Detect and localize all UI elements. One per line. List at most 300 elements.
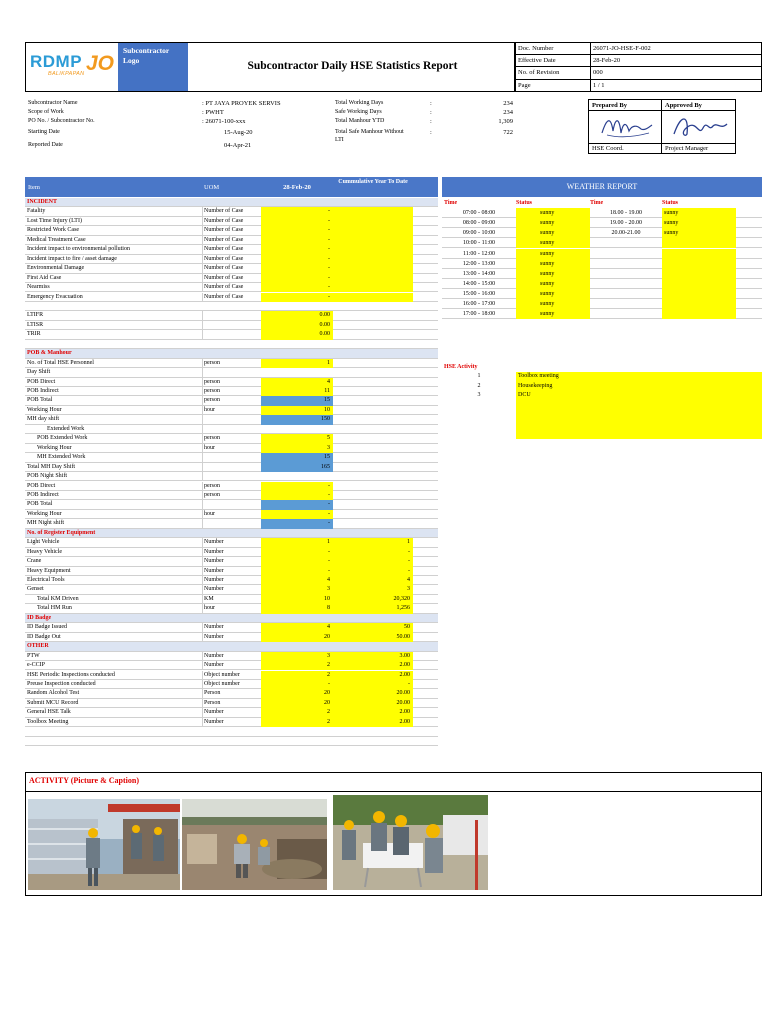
row-item: Working Hour bbox=[27, 406, 62, 413]
row-item: Genset bbox=[27, 586, 44, 593]
row-day-value: 3 bbox=[261, 652, 333, 661]
row-uom: hour bbox=[204, 444, 215, 451]
row-cum-value bbox=[333, 264, 413, 273]
row-item: Environmental Damage bbox=[27, 265, 85, 272]
info-mid-value: 722 bbox=[503, 129, 513, 136]
weather-time: 19.00 - 20.00 bbox=[610, 220, 642, 227]
row-uom bbox=[204, 415, 260, 424]
info-label: Starting Date bbox=[28, 129, 60, 135]
table-row bbox=[25, 482, 438, 491]
weather-col-status-2: Status bbox=[662, 200, 679, 206]
logo-sub: BALIKPAPAN bbox=[48, 71, 85, 77]
row-item: Lost Time Injury (LTI) bbox=[27, 217, 82, 224]
row-uom: person bbox=[204, 482, 220, 489]
weather-status: sunny bbox=[516, 279, 590, 289]
row-cum-value bbox=[333, 236, 413, 245]
signoff-box bbox=[588, 99, 736, 154]
row-item: Heavy Vehicle bbox=[27, 548, 63, 555]
table-row bbox=[25, 727, 438, 736]
weather-row bbox=[442, 269, 762, 279]
weather-status: sunny bbox=[516, 309, 590, 319]
table-row bbox=[25, 434, 438, 443]
info-mid-value: 1,309 bbox=[498, 118, 513, 125]
row-cum-value: - bbox=[333, 680, 413, 689]
table-row bbox=[25, 226, 438, 235]
hse-activity-empty bbox=[516, 401, 762, 411]
row-item: INCIDENT bbox=[27, 199, 58, 205]
row-item: OTHER bbox=[27, 643, 49, 650]
row-cum-value: - bbox=[333, 557, 413, 566]
row-day-value: 15 bbox=[261, 453, 333, 462]
row-day-value: - bbox=[261, 482, 333, 491]
weather-title-bar bbox=[442, 177, 762, 197]
table-row bbox=[25, 349, 438, 358]
weather-time: 14:00 - 15:00 bbox=[462, 280, 496, 287]
row-item bbox=[27, 727, 201, 736]
info-mid-value: 234 bbox=[503, 109, 513, 116]
prepared-by-label: Prepared By bbox=[592, 102, 627, 109]
row-uom bbox=[204, 453, 260, 462]
info-mid-sep: : bbox=[430, 129, 432, 136]
row-item: Restricted Work Case bbox=[27, 227, 80, 234]
info-mid-label: Total Safe Manhour Without LTI bbox=[335, 129, 404, 143]
row-item: Heavy Equipment bbox=[27, 567, 71, 574]
row-day-value: - bbox=[261, 510, 333, 519]
table-row bbox=[25, 614, 438, 623]
row-item: Working Hour bbox=[37, 444, 72, 451]
row-item: ID Badge Out bbox=[27, 633, 61, 640]
row-cum-value: 20.00 bbox=[333, 699, 413, 708]
hse-activity-title: HSE Activity bbox=[444, 364, 478, 370]
row-cum-value: 2.00 bbox=[333, 708, 413, 717]
row-item: ID Badge bbox=[27, 614, 52, 621]
row-uom: Number of Case bbox=[204, 246, 244, 253]
row-item: HSE Periodic Inspections conducted bbox=[27, 671, 115, 678]
row-item: Total MH Day Shift bbox=[27, 463, 76, 470]
table-row bbox=[25, 567, 438, 576]
hse-activity-row bbox=[442, 430, 762, 440]
row-item: PTW bbox=[27, 652, 40, 659]
row-uom: Number of Case bbox=[204, 227, 244, 234]
row-item: First Aid Case bbox=[27, 274, 62, 281]
row-cum-value bbox=[333, 387, 413, 396]
row-uom: Number bbox=[204, 586, 224, 593]
weather-row bbox=[442, 218, 762, 228]
table-row bbox=[25, 264, 438, 273]
col-item-header: Item bbox=[28, 184, 40, 191]
doc-meta-value: 26071-JO-HSE-F-002 bbox=[593, 45, 651, 52]
col-uom-header: UOM bbox=[204, 184, 220, 191]
row-uom: hour bbox=[204, 605, 215, 612]
weather-status: sunny bbox=[516, 228, 590, 238]
weather-time: 11:00 - 12:00 bbox=[462, 250, 496, 257]
row-item: No. of Register Equipment bbox=[27, 529, 96, 536]
table-row bbox=[25, 293, 438, 302]
row-item: Day Shift bbox=[27, 369, 51, 376]
table-row bbox=[25, 642, 438, 651]
weather-row bbox=[442, 249, 762, 259]
table-row bbox=[25, 510, 438, 519]
row-uom: person bbox=[204, 435, 220, 442]
row-uom: Number bbox=[204, 539, 224, 546]
row-item: General HSE Talk bbox=[27, 709, 71, 716]
hse-activity-row bbox=[442, 401, 762, 411]
row-item: Preuse Inspection conducted bbox=[27, 680, 96, 687]
table-row bbox=[25, 387, 438, 396]
weather-title: WEATHER REPORT bbox=[566, 182, 638, 191]
row-item: MH Night shift bbox=[27, 520, 65, 527]
activity-photo-1 bbox=[28, 799, 180, 890]
activity-photo-2 bbox=[182, 799, 327, 890]
row-item: Total HM Run bbox=[37, 605, 72, 612]
weather-status-empty bbox=[662, 238, 736, 248]
weather-time: 08:00 - 09:00 bbox=[462, 220, 496, 227]
weather-status: sunny bbox=[516, 259, 590, 269]
weather-report bbox=[442, 177, 762, 329]
weather-status: sunny bbox=[516, 238, 590, 248]
row-cum-value: - bbox=[333, 548, 413, 557]
row-day-value: 0.00 bbox=[261, 311, 333, 320]
row-uom: Number of Case bbox=[204, 217, 244, 224]
table-row bbox=[25, 585, 438, 594]
table-row bbox=[25, 576, 438, 585]
doc-meta-row bbox=[515, 55, 762, 68]
hse-activity-row bbox=[442, 410, 762, 420]
row-uom bbox=[204, 472, 260, 481]
table-row bbox=[25, 623, 438, 632]
row-cum-value: 50 bbox=[333, 623, 413, 632]
table-row bbox=[25, 500, 438, 509]
weather-row bbox=[442, 299, 762, 309]
row-day-value: - bbox=[261, 226, 333, 235]
row-uom: Number bbox=[204, 548, 224, 555]
row-day-value: - bbox=[261, 557, 333, 566]
row-uom: person bbox=[204, 359, 220, 366]
doc-meta-label: Page bbox=[518, 81, 531, 89]
row-day-value: 20 bbox=[261, 699, 333, 708]
row-cum-value bbox=[333, 415, 413, 424]
info-label: PO No. / Subcontractor No. bbox=[28, 118, 95, 124]
table-row bbox=[25, 529, 438, 538]
weather-row bbox=[442, 279, 762, 289]
row-day-value: 20 bbox=[261, 633, 333, 642]
row-item: Total KM Driven bbox=[37, 595, 79, 602]
row-cum-value bbox=[333, 311, 413, 320]
row-item: POB & Manhour bbox=[27, 350, 72, 357]
hse-activity-row bbox=[442, 372, 762, 382]
doc-meta-table bbox=[515, 42, 762, 92]
weather-status-empty bbox=[662, 259, 736, 269]
weather-status: sunny bbox=[662, 228, 736, 238]
weather-status: sunny bbox=[662, 208, 736, 218]
row-cum-value bbox=[333, 330, 413, 339]
row-uom: Object number bbox=[204, 680, 240, 687]
weather-status: sunny bbox=[516, 289, 590, 299]
weather-time: 12:00 - 13:00 bbox=[462, 260, 496, 267]
row-uom: Number bbox=[204, 558, 224, 565]
logo-suffix: JO bbox=[86, 52, 115, 75]
weather-col-time: Time bbox=[444, 200, 458, 206]
col-cum-header: Cummulative Year To Date bbox=[338, 179, 408, 185]
row-day-value: 150 bbox=[261, 415, 333, 424]
row-item bbox=[27, 737, 201, 746]
stats-table bbox=[25, 177, 438, 759]
row-item: Emergency Evacuation bbox=[27, 293, 83, 300]
prepared-signature-icon bbox=[599, 113, 654, 141]
row-day-value: 0.00 bbox=[261, 321, 333, 330]
row-day-value: 5 bbox=[261, 434, 333, 443]
row-uom: Number of Case bbox=[204, 255, 244, 262]
info-mid-label: Total Working Days bbox=[335, 100, 384, 106]
row-uom: Number bbox=[204, 652, 224, 659]
row-day-value bbox=[261, 425, 333, 434]
table-row bbox=[25, 463, 438, 472]
weather-status-empty bbox=[662, 249, 736, 259]
row-cum-value bbox=[333, 217, 413, 226]
row-uom: Number bbox=[204, 718, 224, 725]
table-row bbox=[25, 652, 438, 661]
row-uom: Number bbox=[204, 709, 224, 716]
doc-meta-row bbox=[515, 42, 762, 55]
row-day-value: - bbox=[261, 491, 333, 500]
row-day-value bbox=[261, 472, 333, 481]
weather-time: 09:00 - 10:00 bbox=[462, 230, 496, 237]
row-day-value: 1 bbox=[261, 359, 333, 368]
info-label: Scope of Work bbox=[28, 109, 64, 115]
table-row bbox=[25, 255, 438, 264]
row-cum-value bbox=[333, 482, 413, 491]
row-item: Incident impact to environmental pollution bbox=[27, 246, 130, 253]
row-item: LTISR bbox=[27, 321, 44, 328]
row-day-value: 2 bbox=[261, 708, 333, 717]
hse-activity-empty bbox=[516, 430, 762, 440]
table-row bbox=[25, 406, 438, 415]
row-day-value: 11 bbox=[261, 387, 333, 396]
weather-col-status: Status bbox=[516, 200, 533, 206]
row-item: POB Total bbox=[27, 501, 53, 508]
row-cum-value: 2.00 bbox=[333, 661, 413, 670]
table-row bbox=[25, 321, 438, 330]
row-item: POB Direct bbox=[27, 378, 56, 385]
weather-col-time-2: Time bbox=[590, 200, 604, 206]
row-uom: Person bbox=[204, 690, 221, 697]
row-cum-value: 3.00 bbox=[333, 652, 413, 661]
row-item: Electrical Tools bbox=[27, 577, 65, 583]
row-uom: Number of Case bbox=[204, 265, 244, 272]
row-day-value: - bbox=[261, 500, 333, 509]
weather-status: sunny bbox=[516, 299, 590, 309]
hse-activity-empty bbox=[516, 420, 762, 430]
row-day-value: 2 bbox=[261, 718, 333, 727]
weather-time: 07:00 - 08:00 bbox=[462, 210, 496, 217]
prepared-role: HSE Coord. bbox=[592, 145, 624, 152]
table-row bbox=[25, 396, 438, 405]
row-day-value: 15 bbox=[261, 396, 333, 405]
row-item: TRIR bbox=[27, 331, 41, 338]
doc-meta-label: Doc. Number bbox=[518, 45, 554, 52]
weather-header-row bbox=[442, 198, 762, 208]
table-row bbox=[25, 472, 438, 481]
hse-activity-row bbox=[442, 391, 762, 401]
row-item: MH Extended Work bbox=[37, 454, 86, 461]
row-item: POB Extended Work bbox=[37, 435, 88, 442]
row-uom: Number bbox=[204, 633, 224, 640]
row-day-value: - bbox=[261, 274, 333, 283]
row-cum-value: 1 bbox=[333, 538, 413, 547]
row-day-value: - bbox=[261, 293, 333, 302]
row-day-value: 10 bbox=[261, 406, 333, 415]
subcontractor-logo-box bbox=[118, 43, 188, 91]
row-item: Crane bbox=[27, 558, 42, 565]
table-row bbox=[25, 330, 438, 339]
row-day-value: 4 bbox=[261, 576, 333, 585]
weather-status-empty bbox=[662, 279, 736, 289]
row-uom bbox=[204, 330, 260, 339]
row-day-value: - bbox=[261, 236, 333, 245]
row-cum-value: 2.00 bbox=[333, 718, 413, 727]
table-row bbox=[25, 245, 438, 254]
hse-activity-no: 2 bbox=[477, 382, 481, 389]
table-row bbox=[25, 604, 438, 613]
row-uom: person bbox=[204, 388, 220, 394]
row-cum-value bbox=[333, 274, 413, 283]
row-uom bbox=[204, 311, 260, 320]
weather-time: 17:00 - 18:00 bbox=[462, 311, 496, 318]
row-cum-value bbox=[333, 425, 413, 434]
weather-time: 15:00 - 16:00 bbox=[462, 290, 496, 297]
row-cum-value bbox=[333, 491, 413, 500]
row-item: LTIFR bbox=[27, 312, 44, 319]
row-day-value: 1 bbox=[261, 538, 333, 547]
row-cum-value bbox=[333, 444, 413, 453]
table-row bbox=[25, 274, 438, 283]
weather-time: 13:00 - 14:00 bbox=[462, 270, 496, 277]
row-uom: Number of Case bbox=[204, 293, 244, 300]
row-item: POB Indirect bbox=[27, 491, 59, 498]
row-item: Nearmiss bbox=[27, 284, 50, 291]
row-uom bbox=[204, 368, 260, 377]
table-row bbox=[25, 595, 438, 604]
activity-photo-3 bbox=[333, 795, 488, 890]
row-item: POB Total bbox=[27, 397, 53, 404]
row-uom bbox=[204, 425, 260, 434]
activity-title: ACTIVITY (Picture & Caption) bbox=[29, 776, 139, 785]
table-row bbox=[25, 491, 438, 500]
row-day-value: - bbox=[261, 217, 333, 226]
info-value: : PT JAYA PROYEK SERVIS bbox=[202, 100, 281, 107]
row-day-value: 10 bbox=[261, 595, 333, 604]
info-left bbox=[28, 99, 328, 154]
row-uom bbox=[204, 463, 260, 472]
row-cum-value bbox=[333, 396, 413, 405]
row-cum-value bbox=[333, 359, 413, 368]
row-day-value: - bbox=[261, 567, 333, 576]
row-uom: Number bbox=[204, 624, 224, 631]
row-uom bbox=[204, 500, 260, 509]
row-item: Medical Treatment Case bbox=[27, 236, 86, 243]
weather-status-empty bbox=[662, 269, 736, 279]
row-uom: Number of Case bbox=[204, 208, 244, 215]
row-item: Extended Work bbox=[47, 425, 85, 432]
weather-status: sunny bbox=[516, 208, 590, 218]
table-row bbox=[25, 689, 438, 698]
row-cum-value bbox=[333, 245, 413, 254]
info-mid-sep: : bbox=[430, 118, 432, 125]
table-row bbox=[25, 378, 438, 387]
row-cum-value: 3 bbox=[333, 585, 413, 594]
row-day-value: - bbox=[261, 283, 333, 292]
row-cum-value bbox=[333, 463, 413, 472]
info-value: 04-Apr-21 bbox=[224, 142, 252, 149]
row-uom: person bbox=[204, 491, 220, 498]
logo bbox=[30, 50, 115, 86]
doc-meta-label: No. of Revision bbox=[518, 69, 560, 76]
table-row bbox=[25, 415, 438, 424]
row-uom: Person bbox=[204, 699, 221, 706]
row-cum-value bbox=[333, 519, 413, 528]
info-value: 15-Aug-20 bbox=[224, 129, 253, 136]
hse-activity-no: 3 bbox=[477, 392, 481, 399]
row-item: Fatality bbox=[27, 208, 46, 215]
table-row bbox=[25, 236, 438, 245]
table-row bbox=[25, 633, 438, 642]
row-cum-value: 2.00 bbox=[333, 671, 413, 680]
table-row bbox=[25, 311, 438, 320]
weather-time: 16:00 - 17:00 bbox=[462, 301, 496, 307]
info-mid-sep: : bbox=[430, 100, 432, 107]
row-day-value: 4 bbox=[261, 623, 333, 632]
row-item: POB Night Shift bbox=[27, 473, 68, 480]
row-uom: hour bbox=[204, 510, 215, 517]
row-day-value: 4 bbox=[261, 378, 333, 387]
row-day-value: 8 bbox=[261, 604, 333, 613]
row-day-value: 20 bbox=[261, 689, 333, 698]
table-row bbox=[25, 718, 438, 727]
row-cum-value bbox=[333, 434, 413, 443]
row-item: Light Vehicle bbox=[27, 539, 60, 546]
table-row bbox=[25, 302, 438, 311]
row-day-value: - bbox=[261, 207, 333, 216]
row-cum-value bbox=[333, 510, 413, 519]
table-row bbox=[25, 425, 438, 434]
weather-row bbox=[442, 208, 762, 218]
table-row bbox=[25, 680, 438, 689]
weather-row bbox=[442, 259, 762, 269]
weather-time: 20.00-21.00 bbox=[611, 230, 641, 237]
table-row bbox=[25, 661, 438, 670]
hse-activity bbox=[442, 362, 762, 444]
table-row bbox=[25, 699, 438, 708]
row-cum-value bbox=[333, 500, 413, 509]
row-item: e-CCIP bbox=[27, 662, 45, 669]
doc-meta-label: Effective Date bbox=[518, 56, 556, 64]
doc-meta-value: 28-Feb-20 bbox=[593, 56, 621, 64]
row-cum-value bbox=[333, 368, 413, 377]
stats-header bbox=[25, 177, 438, 197]
row-day-value: - bbox=[261, 264, 333, 273]
info-value: : 26071-100-xxx bbox=[202, 118, 246, 125]
row-day-value: 0.00 bbox=[261, 330, 333, 339]
row-cum-value: - bbox=[333, 567, 413, 576]
weather-row bbox=[442, 238, 762, 248]
weather-time: 18.00 - 19.00 bbox=[610, 210, 642, 217]
row-cum-value: 50.00 bbox=[333, 633, 413, 642]
weather-row bbox=[442, 289, 762, 299]
row-uom: Number bbox=[204, 662, 224, 669]
row-uom bbox=[204, 519, 260, 528]
row-cum-value bbox=[333, 453, 413, 462]
table-row bbox=[25, 368, 438, 377]
